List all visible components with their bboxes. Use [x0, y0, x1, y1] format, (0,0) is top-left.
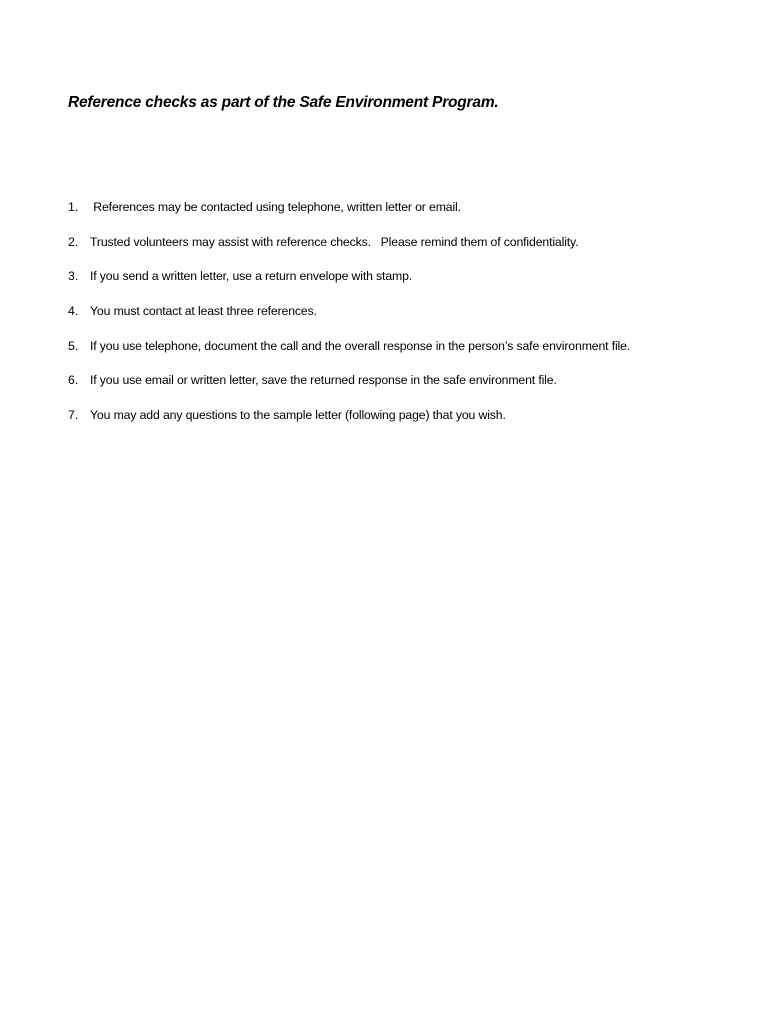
list-item-number: 1.	[68, 200, 79, 214]
list-item-text: If you use telephone, document the call and the overall response in the person’s safe environment file.	[90, 338, 631, 353]
list-item-number: 3.	[68, 269, 79, 284]
list-item-text: If you use email or written letter, save the returned response in the safe environment file.	[90, 373, 557, 388]
list-item-text: References may be contacted using telephone, written letter or email.	[90, 200, 461, 214]
list-item-number: 4.	[68, 304, 79, 319]
list-item-text: You may add any questions to the sample letter (following page) that you wish.	[90, 408, 506, 423]
page-title: Reference checks as part of the Safe Environment Program.	[68, 94, 499, 111]
list-item-number: 2.	[68, 234, 79, 249]
list-item-number: 5.	[68, 338, 79, 353]
list-item-text: Trusted volunteers may assist with reference checks. Please remind them of confidentiality.	[90, 234, 579, 249]
list-item-text: You must contact at least three references.	[90, 304, 317, 319]
list-item-number: 6.	[68, 373, 79, 388]
list-item-number: 7.	[68, 408, 79, 423]
list-item-text: If you send a written letter, use a return envelope with stamp.	[90, 269, 413, 284]
